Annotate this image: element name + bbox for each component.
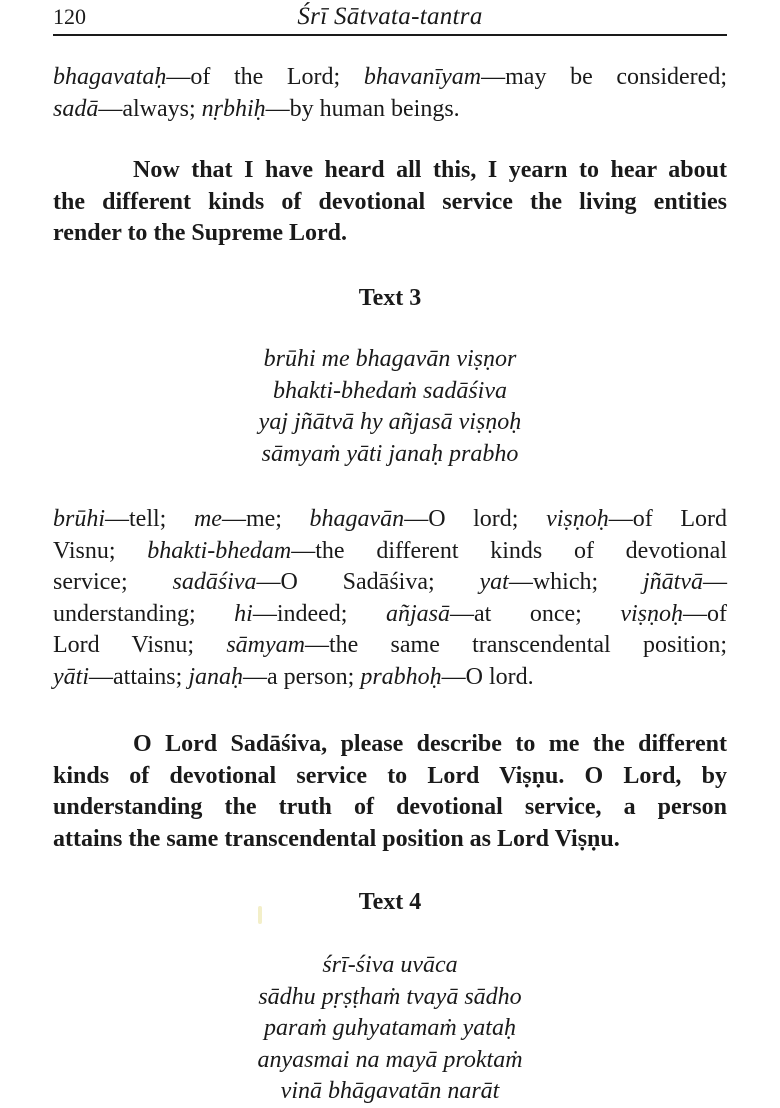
translation-line: O Lord Sadāśiva, please describe to me the different [133,731,727,757]
synonyms-line [53,504,727,536]
paper-mark [258,906,262,924]
synonym-term: me [193,506,222,532]
synonym-term: bhakti-bhedam [147,537,292,564]
synonym-term: yat [479,569,509,596]
verse-line: sāmyaṁ yāti janaḥ prabho [261,440,519,467]
synonym-gloss: —indeed; [252,600,386,627]
synonym-term: añjasā [385,600,450,627]
synonyms-line [53,662,727,694]
synonym-gloss: —O lord. [441,663,534,690]
synonym-term: prabhoḥ [360,663,442,690]
synonym-term: viṣṇoḥ [620,600,683,627]
translation-text-3 [53,729,727,855]
synonym-term: hi [234,600,253,627]
synonym-gloss: —O Sadāśiva; [256,569,480,596]
synonym-gloss: service; [53,569,173,596]
synonym-term: bhagavataḥ [53,64,167,90]
synonym-gloss: —of the Lord; [166,64,364,90]
running-head [53,2,727,34]
synonym-gloss: —by human beings. [265,95,460,122]
synonym-gloss: —at once; [450,600,621,627]
synonym-term: sadāśiva [172,569,257,596]
text-4-verse [53,950,727,1108]
synonyms-line [53,94,727,126]
synonyms-line [53,536,727,568]
synonym-term: bhagavān [309,506,405,532]
page-number: 120 [53,4,86,29]
translation-line: render to the Supreme Lord. [53,220,347,247]
verse-line: bhakti-bhedaṁ sadāśiva [273,377,507,404]
synonyms-line [53,567,727,599]
synonyms-line [53,630,727,662]
verse-line: brūhi me bhagavān viṣṇor [263,346,517,372]
synonym-gloss: Visnu; [53,537,148,564]
verse-line: anyasmai na mayā proktaṁ [257,1046,523,1073]
synonyms-line [53,599,727,631]
synonym-term: viṣṇoḥ [546,506,609,532]
synonym-gloss: —always; [98,95,202,122]
translation-line: understanding the truth of devotional service, a person [53,794,727,821]
synonym-gloss: —a person; [243,663,361,690]
synonym-term: janaḥ [188,663,243,690]
synonym-gloss: —which; [508,569,643,596]
synonym-gloss: —O lord; [404,506,547,532]
synonym-gloss: —of Lord [608,506,727,532]
translation-text-2 [53,155,727,250]
verse-line: vinā bhāgavatān narāt [280,1078,500,1105]
synonym-gloss: — [703,569,727,596]
synonym-gloss: Lord Visnu; [53,632,227,659]
header-rule [53,34,727,36]
synonym-term: sāmyam [226,632,305,659]
synonyms-text-3 [53,504,727,694]
book-title: Śrī Sātvata-tantra [297,3,483,30]
synonyms-line [53,62,727,94]
synonym-gloss: —may be considered; [481,64,727,90]
synonym-gloss: —attains; [89,663,189,690]
verse-line: sādhu pṛṣṭhaṁ tvayā sādho [258,983,522,1010]
synonym-term: nṛbhiḥ [201,95,266,122]
text-3-verse [53,344,727,470]
verse-line: paraṁ guhyatamaṁ yataḥ [264,1015,516,1042]
synonym-term: brūhi [53,506,106,532]
synonym-gloss: —the same transcendental position; [304,632,727,659]
synonym-gloss: —tell; [105,506,194,532]
synonym-gloss: —me; [221,506,310,532]
text-4-heading: Text 4 [358,889,422,915]
text-3-heading: Text 3 [358,285,422,311]
translation-line: kinds of devotional service to Lord Viṣṇu. O Lord, by [53,762,727,789]
synonyms-text-2 [53,62,727,125]
synonym-term: sadā [53,95,99,122]
synonym-term: jñātvā [643,569,703,596]
translation-line: attains the same transcendental position as Lord Viṣṇu. [53,825,620,852]
verse-line: yaj jñātvā hy añjasā viṣṇoḥ [258,409,522,436]
synonym-gloss: —the different kinds of devotional [291,537,727,564]
translation-line: the different kinds of devotional service the living entities [53,188,727,215]
synonym-term: bhavanīyam [363,64,482,90]
synonym-gloss: understanding; [53,600,235,627]
translation-line: Now that I have heard all this, I yearn to hear about [133,157,727,183]
verse-line: śrī-śiva uvāca [322,952,458,978]
synonym-gloss: —of [683,600,727,627]
synonym-term: yāti [53,663,89,690]
